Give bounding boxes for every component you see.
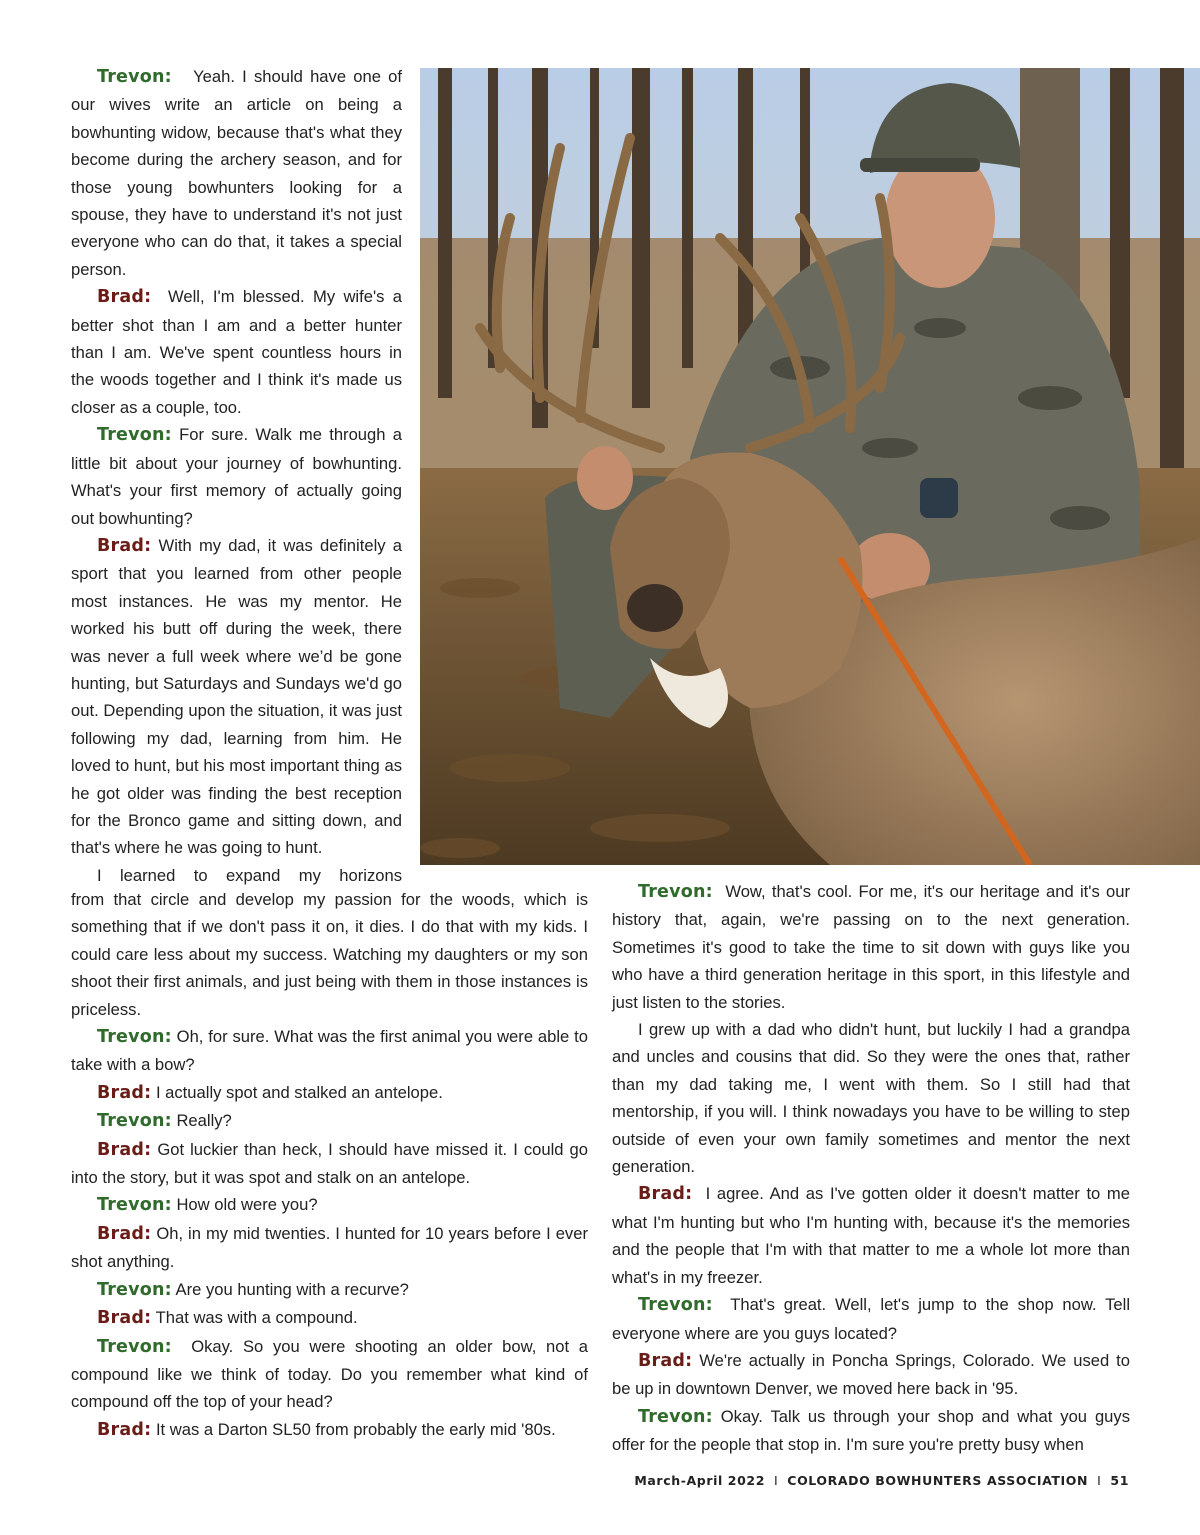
dialogue-paragraph [612, 1403, 1130, 1459]
speaker-label: Trevon: [97, 67, 172, 87]
article-column-left-bottom [71, 886, 588, 1444]
dialogue-paragraph [71, 63, 402, 283]
dialogue-paragraph [612, 1291, 1130, 1347]
speaker-label: Trevon: [97, 1111, 172, 1132]
dialogue-paragraph [71, 1079, 588, 1107]
dialogue-text: Wow, that's cool. For me, it's our heritage and it's our history that, again, we're passing on to the next generation. Sometimes it's good to take the time to sit down with guys like you who have a third generation heritage in this sport, in this lifestyle and just listen to the stories. [612, 882, 1130, 1012]
dialogue-text: I grew up with a dad who didn't hunt, but luckily I had a grandpa and uncles and cousins that did. So they were the ones that, rather than my dad taking me, I went with them. So I still had that mentorship, if you will. I think nowadays you have to be willing to step outside of even your own family sometimes and mentor the next generation. [612, 1020, 1130, 1177]
dialogue-paragraph [71, 283, 402, 421]
dialogue-text: We're actually in Poncha Springs, Colorado. We used to be up in downtown Denver, we moved here back in '95. [612, 1350, 1130, 1399]
dialogue-paragraph [612, 1180, 1130, 1291]
dialogue-paragraph [71, 1416, 588, 1444]
dialogue-paragraph [612, 1016, 1130, 1180]
article-column-left-top [71, 63, 402, 889]
dialogue-text: Oh, for sure. What was the first animal you were able to take with a bow? [71, 1027, 588, 1075]
speaker-label: Brad: [97, 1139, 152, 1160]
speaker-label: Brad: [97, 1223, 152, 1244]
dialogue-paragraph [71, 1136, 588, 1192]
dialogue-paragraph [71, 1107, 588, 1135]
dialogue-paragraph [71, 532, 402, 862]
dialogue-text: Oh, in my mid twenties. I hunted for 10 years before I ever shot anything. [71, 1223, 588, 1272]
speaker-label: Brad: [638, 1184, 693, 1205]
dialogue-text: How old were you? [176, 1195, 318, 1215]
dialogue-text: It was a Darton SL50 from probably the early mid '80s. [155, 1419, 556, 1439]
dialogue-text: That was with a compound. [155, 1308, 358, 1328]
dialogue-text: I agree. And as I've gotten older it doesn't matter to me what I'm hunting but who I'm hunting with, because it's the memories and the people that I'm with that matter to me a whole lot more than what's in my freezer. [612, 1184, 1130, 1287]
speaker-label: Trevon: [638, 1295, 713, 1316]
dialogue-paragraph [71, 1023, 588, 1079]
dialogue-text: Okay. So you were shooting an older bow, not a compound like we think of today. Do you remember what kind of compound off the top of your head? [71, 1336, 588, 1412]
dialogue-paragraph [71, 886, 588, 1023]
speaker-label: Brad: [97, 287, 152, 308]
dialogue-text: Well, I'm blessed. My wife's a better shot than I am and a better hunter than I am. We've spent countless hours in the woods together and I think it's made us closer as a couple, too. [71, 287, 402, 417]
dialogue-text: Are you hunting with a recurve? [175, 1279, 409, 1299]
dialogue-paragraph [71, 421, 402, 532]
speaker-label: Trevon: [97, 425, 172, 446]
speaker-label: Brad: [638, 1350, 693, 1371]
dialogue-text: I learned to expand my horizons [97, 865, 402, 885]
dialogue-text: Yeah. I should have one of our wives write an article on being a bowhunting widow, because that's what they become during the archery season, and for those young bowhunters looking for a spouse, they have to understand it's not just everyone who can do that, it takes a special person. [71, 67, 402, 279]
speaker-label: Trevon: [97, 1195, 172, 1216]
dialogue-text: For sure. Walk me through a little bit about your journey of bowhunting. What's your first memory of actually going out bowhunting? [71, 425, 402, 528]
speaker-label: Brad: [97, 1082, 152, 1103]
dialogue-text: Okay. Talk us through your shop and what you guys offer for the people that stop in. I'm sure you're pretty busy when [612, 1406, 1130, 1455]
dialogue-paragraph [612, 1347, 1130, 1403]
dialogue-paragraph [612, 878, 1130, 1016]
speaker-label: Trevon: [97, 1336, 172, 1357]
issue-date: March-April 2022 [634, 1473, 765, 1488]
page-footer [0, 1473, 1129, 1488]
dialogue-paragraph [71, 1191, 588, 1219]
speaker-label: Brad: [97, 1419, 152, 1440]
footer-separator: I [774, 1473, 779, 1488]
dialogue-text: I actually spot and stalked an antelope. [155, 1082, 443, 1102]
dialogue-paragraph [71, 1333, 588, 1416]
speaker-label: Brad: [97, 1308, 152, 1329]
dialogue-text: That's great. Well, let's jump to the shop now. Tell everyone where are you guys located? [612, 1295, 1131, 1343]
speaker-label: Trevon: [638, 882, 713, 902]
article-column-right [612, 878, 1130, 1459]
speaker-label: Trevon: [638, 1406, 713, 1427]
speaker-label: Trevon: [97, 1279, 172, 1300]
hunter-with-buck-photo [420, 68, 1200, 865]
speaker-label: Trevon: [97, 1027, 172, 1048]
footer-separator: I [1097, 1473, 1102, 1488]
dialogue-text: Really? [176, 1111, 232, 1131]
speaker-label: Brad: [97, 535, 152, 556]
dialogue-paragraph [71, 1276, 588, 1304]
page-number: 51 [1110, 1473, 1129, 1488]
dialogue-text: Got luckier than heck, I should have missed it. I could go into the story, but it was spot and stalk on an antelope. [71, 1139, 588, 1188]
publication-name: COLORADO BOWHUNTERS ASSOCIATION [787, 1473, 1089, 1488]
dialogue-text: from that circle and develop my passion for the woods, which is something that if we don't pass it on, it dies. I do that with my kids. I could care less about my success. Watching my daughters or my son shoot their first animals, and just being with them in those instances is priceless. [71, 890, 588, 1019]
dialogue-paragraph [71, 1220, 588, 1276]
dialogue-paragraph [71, 1304, 588, 1332]
dialogue-text: With my dad, it was definitely a sport that you learned from other people most instances. He was my mentor. He worked his butt off during the week, there was never a full week where we’d be gone hunting, but Saturdays and Sundays we'd go out. Depending upon the situation, it was just following my dad, learning from him. He loved to hunt, but his most important thing as he got older was finding the best reception for the Bronco game and sitting down, and that's where he was going to hunt. [71, 535, 402, 858]
